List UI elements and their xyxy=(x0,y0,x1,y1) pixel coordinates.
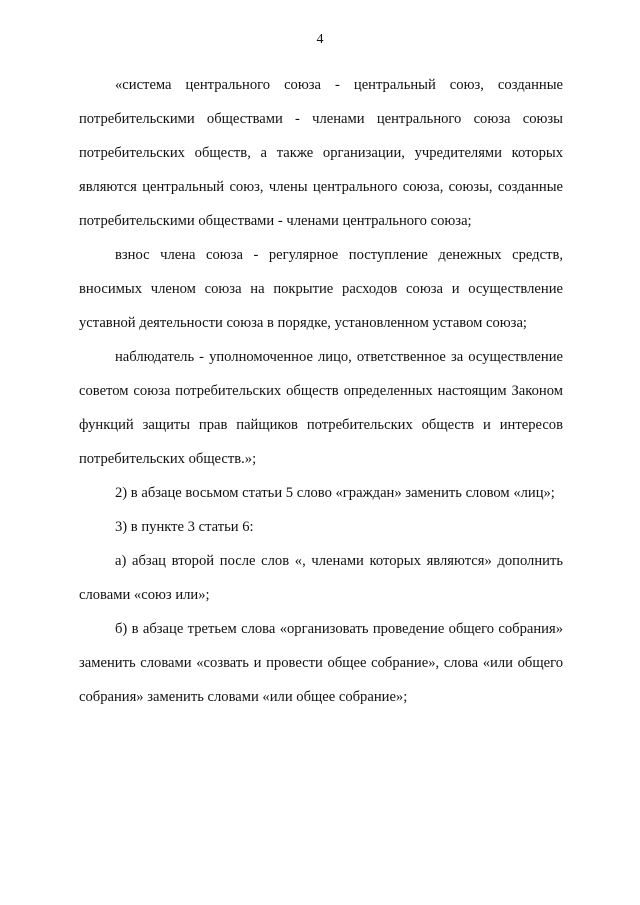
paragraph-item-3: 3) в пункте 3 статьи 6: xyxy=(115,519,254,535)
paragraph-subitem-b: б) в абзаце третьем слова «организовать проведение общего собрания» заменить словами «созвать и провести общее собрание», слова «или общего собрания» заменить словами «или общее собрание»; xyxy=(79,621,563,705)
paragraph-item-2: 2) в абзаце восьмом статьи 5 слово «граждан» заменить словом «лиц»; xyxy=(115,485,555,501)
paragraph-definition-fee: взнос члена союза - регулярное поступление денежных средств, вносимых членом союза на покрытие расходов союза и осуществление уставной деятельности союза в порядке, установленном уставом союза; xyxy=(79,247,563,331)
page-number: 4 xyxy=(316,32,324,47)
paragraph-subitem-a: а) абзац второй после слов «, членами которых являются» дополнить словами «союз или»; xyxy=(79,553,563,603)
paragraph-definition-observer: наблюдатель - уполномоченное лицо, ответственное за осуществление советом союза потребительских обществ определенных настоящим Законом функций защиты прав пайщиков потребительских обществ и интересов потребительских обществ.»; xyxy=(79,349,563,467)
document-body xyxy=(79,68,563,714)
paragraph-definition-system: «система центрального союза - центральный союз, созданные потребительскими обществами - членами центрального союза союзы потребительских обществ, а также организации, учредителями которых являются центральный союз, члены центрального союза, союзы, созданные потребительскими обществами - членами центрального союза; xyxy=(79,77,563,229)
